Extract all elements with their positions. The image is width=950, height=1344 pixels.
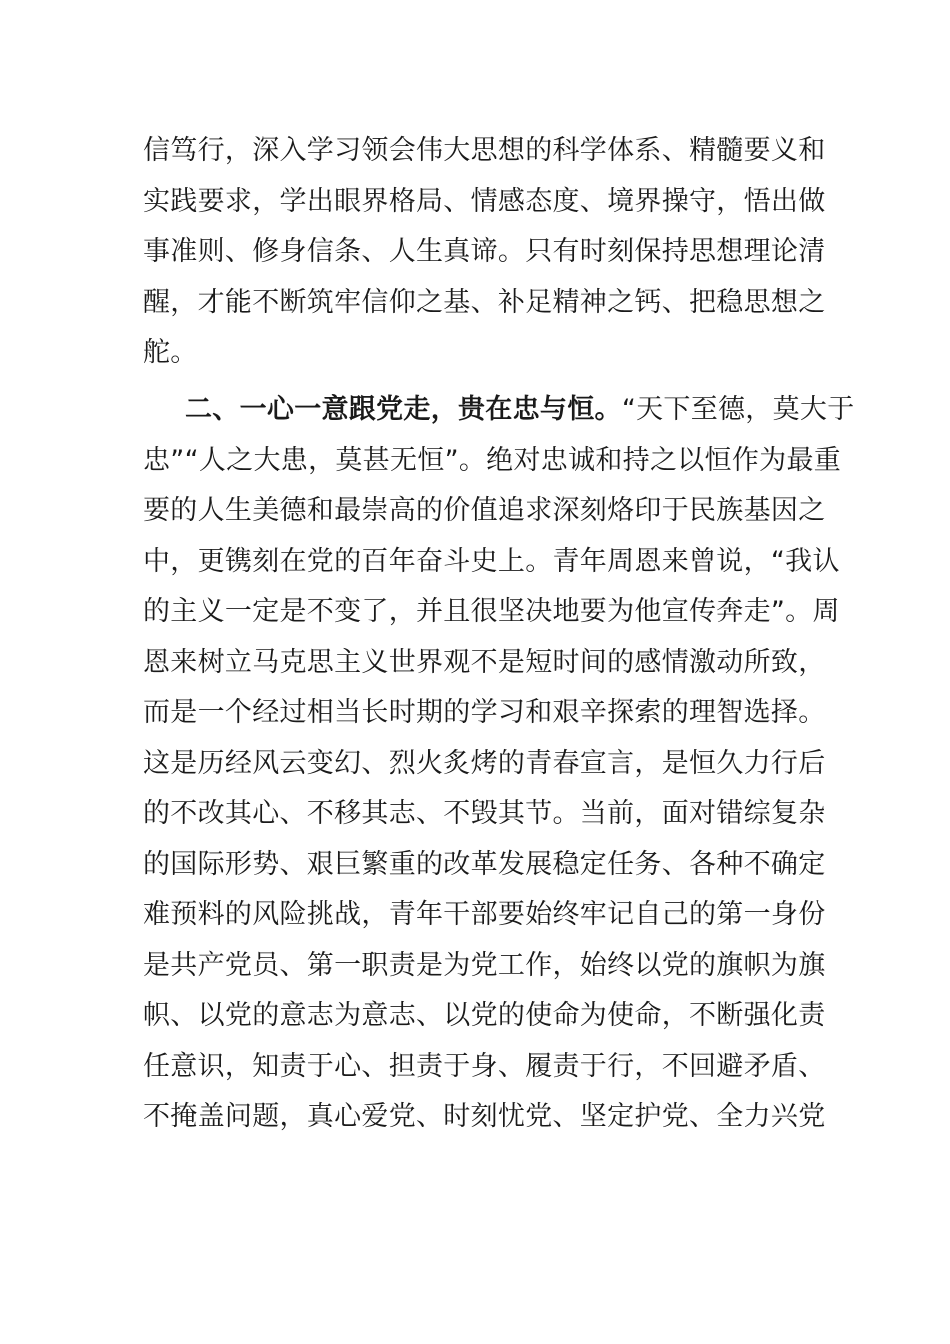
section-two-first-line bbox=[143, 385, 855, 436]
text-line: 是共产党员、第一职责是为党工作，始终以党的旗帜为旗 bbox=[143, 949, 826, 981]
text-line: 任意识，知责于心、担责于身、履责于行，不回避矛盾、 bbox=[143, 1050, 826, 1082]
text-line: 忠”“人之大患，莫甚无恒”。绝对忠诚和持之以恒作为最重 bbox=[143, 444, 842, 476]
text-line: 而是一个经过相当长时期的学习和艰辛探索的理智选择。 bbox=[143, 697, 826, 728]
text-line: 舵。 bbox=[143, 337, 198, 368]
text-line: 不掩盖问题，真心爱党、时刻忧党、坚定护党、全力兴党 bbox=[143, 1101, 826, 1132]
text-line: 中，更镌刻在党的百年奋斗史上。青年周恩来曾说，“我认 bbox=[143, 545, 840, 577]
text-line: 这是历经风云变幻、烈火炙烤的青春宣言，是恒久力行后 bbox=[143, 747, 826, 779]
text-line: 恩来树立马克思主义世界观不是短时间的感情激动所致， bbox=[143, 646, 826, 678]
text-line: 醒，才能不断筑牢信仰之基、补足精神之钙、把稳思想之 bbox=[143, 286, 826, 318]
section-two-paragraph bbox=[143, 385, 855, 1143]
text-line: 的国际形势、艰巨繁重的改革发展稳定任务、各种不确定 bbox=[143, 848, 826, 880]
quote-text: “天下至德，莫大于 bbox=[621, 394, 855, 425]
text-line: 信笃行，深入学习领会伟大思想的科学体系、精髓要义和 bbox=[143, 135, 826, 166]
section-heading: 二、一心一意跟党走，贵在忠与恒。 bbox=[185, 394, 622, 425]
text-line: 事准则、修身信条、人生真谛。只有时刻保持思想理论清 bbox=[143, 236, 826, 267]
text-line: 难预料的风险挑战，青年干部要始终牢记自己的第一身份 bbox=[143, 899, 826, 930]
text-line: 的不改其心、不移其志、不毁其节。当前，面对错综复杂 bbox=[143, 798, 826, 829]
text-line: 要的人生美德和最崇高的价值追求深刻烙印于民族基因之 bbox=[143, 495, 826, 526]
paragraph-continuation bbox=[143, 126, 826, 379]
text-line: 的主义一定是不变了，并且很坚决地要为他宣传奔走”。周 bbox=[143, 596, 840, 627]
text-line: 实践要求，学出眼界格局、情感态度、境界操守，悟出做 bbox=[143, 185, 826, 217]
text-line: 帜、以党的意志为意志、以党的使命为使命，不断强化责 bbox=[143, 1000, 826, 1031]
